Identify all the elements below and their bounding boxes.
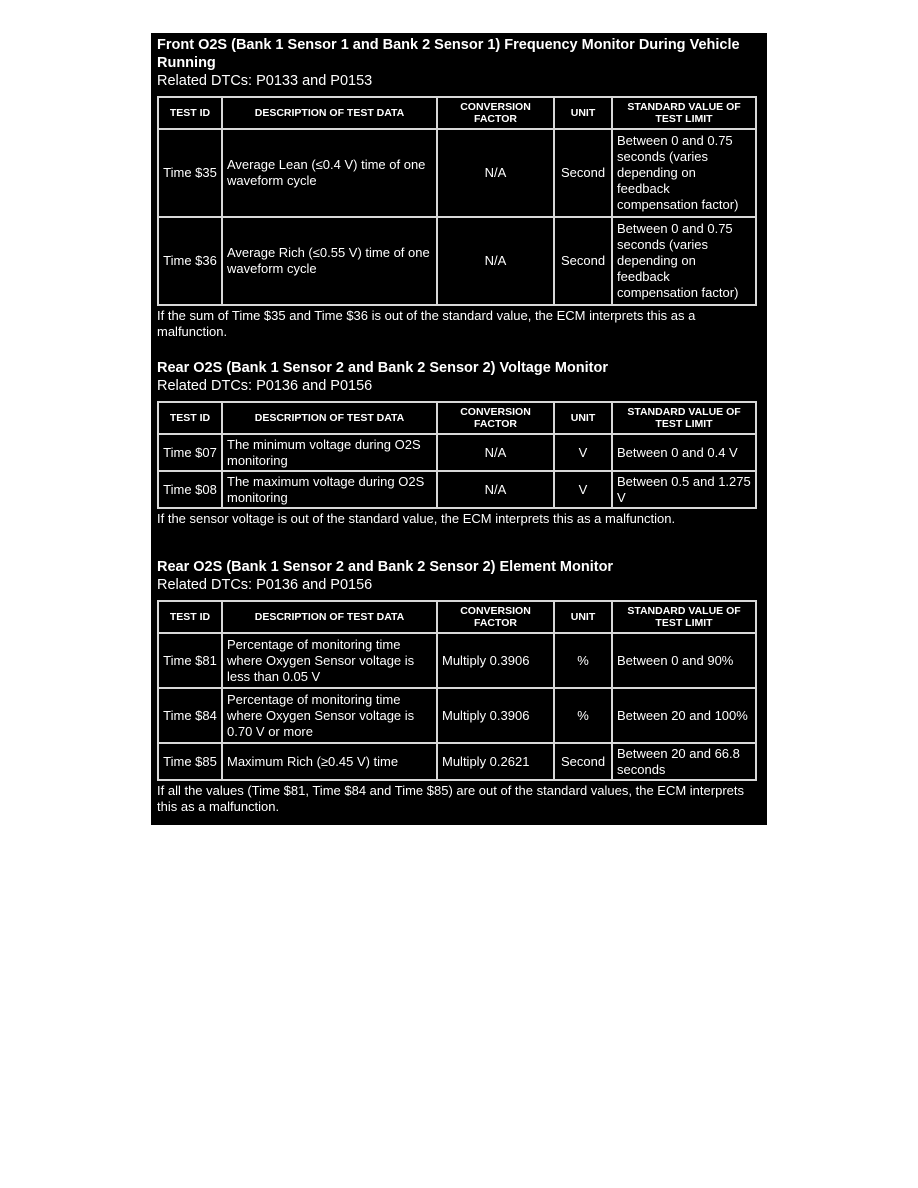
cell-standard: Between 0 and 0.4 V [612, 434, 756, 471]
section-front-o2s-frequency [157, 36, 761, 340]
section-note: If all the values (Time $81, Time $84 and Time $85) are out of the standard values, the ECM interprets this as a malfunction. [157, 783, 744, 814]
cell-conversion: N/A [437, 434, 554, 471]
cell-conversion: Multiply 0.2621 [437, 743, 554, 780]
test-table [157, 600, 757, 781]
table-header-row [158, 97, 756, 129]
cell-test-id: Time $08 [158, 471, 222, 508]
section-rear-o2s-element [157, 558, 761, 815]
document-panel [151, 33, 767, 825]
header-conversion: CONVERSION FACTOR [437, 601, 554, 633]
related-dtcs: Related DTCs: P0136 and P0156 [157, 378, 373, 394]
cell-conversion: N/A [437, 129, 554, 217]
cell-standard: Between 0 and 90% [612, 633, 756, 688]
header-standard: STANDARD VALUE OF TEST LIMIT [612, 402, 756, 434]
cell-unit: Second [554, 129, 612, 217]
test-table [157, 96, 757, 306]
cell-description: Average Lean (≤0.4 V) time of one waveform cycle [222, 129, 437, 217]
table-row [158, 434, 756, 471]
cell-description: Percentage of monitoring time where Oxygen Sensor voltage is less than 0.05 V [222, 633, 437, 688]
cell-conversion: Multiply 0.3906 [437, 633, 554, 688]
table-row [158, 743, 756, 780]
related-dtcs: Related DTCs: P0133 and P0153 [157, 73, 373, 89]
section-title: Rear O2S (Bank 1 Sensor 2 and Bank 2 Sensor 2) Voltage Monitor [157, 360, 608, 376]
table-header-row [158, 402, 756, 434]
cell-test-id: Time $35 [158, 129, 222, 217]
table-row [158, 471, 756, 508]
header-unit: UNIT [554, 97, 612, 129]
cell-unit: Second [554, 743, 612, 780]
header-description: DESCRIPTION OF TEST DATA [222, 402, 437, 434]
header-description: DESCRIPTION OF TEST DATA [222, 97, 437, 129]
cell-standard: Between 20 and 100% [612, 688, 756, 743]
cell-conversion: Multiply 0.3906 [437, 688, 554, 743]
cell-unit: % [554, 633, 612, 688]
cell-description: The minimum voltage during O2S monitoring [222, 434, 437, 471]
cell-test-id: Time $85 [158, 743, 222, 780]
section-note: If the sensor voltage is out of the standard value, the ECM interprets this as a malfunction. [157, 511, 676, 526]
cell-unit: Second [554, 217, 612, 305]
test-table [157, 401, 757, 509]
header-description: DESCRIPTION OF TEST DATA [222, 601, 437, 633]
cell-standard: Between 0 and 0.75 seconds (varies depending on feedback compensation factor) [612, 129, 756, 217]
header-unit: UNIT [554, 601, 612, 633]
header-conversion: CONVERSION FACTOR [437, 402, 554, 434]
cell-unit: V [554, 434, 612, 471]
cell-description: Maximum Rich (≥0.45 V) time [222, 743, 437, 780]
header-test-id: TEST ID [158, 402, 222, 434]
cell-unit: V [554, 471, 612, 508]
cell-standard: Between 0.5 and 1.275 V [612, 471, 756, 508]
header-test-id: TEST ID [158, 97, 222, 129]
cell-test-id: Time $36 [158, 217, 222, 305]
cell-unit: % [554, 688, 612, 743]
table-row [158, 688, 756, 743]
cell-conversion: N/A [437, 471, 554, 508]
table-row [158, 129, 756, 217]
header-standard: STANDARD VALUE OF TEST LIMIT [612, 97, 756, 129]
cell-test-id: Time $81 [158, 633, 222, 688]
section-title: Rear O2S (Bank 1 Sensor 2 and Bank 2 Sensor 2) Element Monitor [157, 559, 614, 575]
header-test-id: TEST ID [158, 601, 222, 633]
table-row [158, 633, 756, 688]
section-rear-o2s-voltage [157, 359, 761, 527]
cell-description: Percentage of monitoring time where Oxygen Sensor voltage is 0.70 V or more [222, 688, 437, 743]
cell-description: Average Rich (≤0.55 V) time of one waveform cycle [222, 217, 437, 305]
related-dtcs: Related DTCs: P0136 and P0156 [157, 577, 373, 593]
header-standard: STANDARD VALUE OF TEST LIMIT [612, 601, 756, 633]
section-note: If the sum of Time $35 and Time $36 is out of the standard value, the ECM interprets this as a malfunction. [157, 308, 696, 339]
section-title: Front O2S (Bank 1 Sensor 1 and Bank 2 Sensor 1) Frequency Monitor During Vehicle Running [157, 37, 740, 71]
cell-description: The maximum voltage during O2S monitoring [222, 471, 437, 508]
cell-test-id: Time $07 [158, 434, 222, 471]
cell-standard: Between 20 and 66.8 seconds [612, 743, 756, 780]
table-row [158, 217, 756, 305]
cell-conversion: N/A [437, 217, 554, 305]
cell-test-id: Time $84 [158, 688, 222, 743]
header-conversion: CONVERSION FACTOR [437, 97, 554, 129]
header-unit: UNIT [554, 402, 612, 434]
table-header-row [158, 601, 756, 633]
cell-standard: Between 0 and 0.75 seconds (varies depending on feedback compensation factor) [612, 217, 756, 305]
